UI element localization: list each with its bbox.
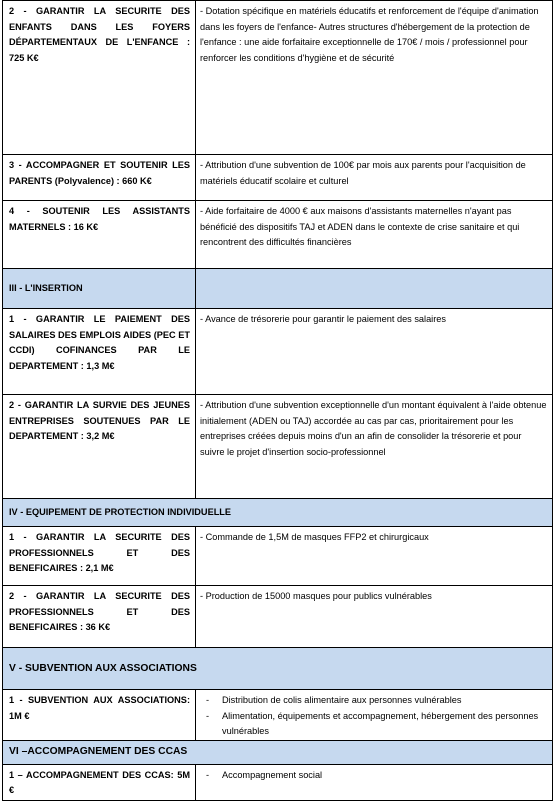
row-description: - Attribution d'une subvention de 100€ par mois aux parents pour l'acquisition de matériels éducatif scolaire et culturel bbox=[196, 155, 553, 201]
row-description: - Avance de trésorerie pour garantir le paiement des salaires bbox=[196, 309, 553, 395]
row-description: - Aide forfaitaire de 4000 € aux maisons d'assistants maternelles n'ayant pas bénéficié des dispositifs TAJ et ADEN dans le contexte de crise sanitaire et qui rencontrent des difficultés financières bbox=[196, 201, 553, 269]
row-bullet-list bbox=[196, 764, 553, 800]
table-row bbox=[3, 690, 553, 741]
row-description: - Production de 15000 masques pour publics vulnérables bbox=[196, 586, 553, 648]
row-bullet-list bbox=[196, 690, 553, 741]
row-title: 4 - SOUTENIR LES ASSISTANTS MATERNELS : 16 K€ bbox=[3, 201, 196, 269]
section-header bbox=[3, 648, 553, 690]
section-title: III - L'INSERTION bbox=[3, 269, 196, 309]
table-row bbox=[3, 586, 553, 648]
measures-table bbox=[2, 0, 553, 801]
row-title: 2 - GARANTIR LA SECURITE DES PROFESSIONNELS ET DES BENEFICAIRES : 36 K€ bbox=[3, 586, 196, 648]
row-description: - Dotation spécifique en matériels éducatifs et renforcement de l'équipe d'animation dans les foyers de l'enfance- Autres structures d'hébergement de la protection de l'enfance : une aide forfaitaire exceptionnelle de 170€ / mois / professionnel pour renforcer les conditions d'hygiène et de sécurité bbox=[196, 1, 553, 155]
bullet-item: - Distribution de colis alimentaire aux personnes vulnérables bbox=[206, 695, 462, 705]
row-title: 1 - GARANTIR LE PAIEMENT DES SALAIRES DES EMPLOIS AIDES (PEC ET CCDI) COFINANCES PAR LE DEPARTEMENT : 1,3 M€ bbox=[3, 309, 196, 395]
row-title: 2 - GARANTIR LA SURVIE DES JEUNES ENTREPRISES SOUTENUES PAR LE DEPARTEMENT : 3,2 M€ bbox=[3, 395, 196, 499]
section-title: V - SUBVENTION AUX ASSOCIATIONS bbox=[3, 648, 553, 690]
row-title: 1 - SUBVENTION AUX ASSOCIATIONS: 1M € bbox=[3, 690, 196, 741]
bullet-item: - Accompagnement social bbox=[206, 769, 323, 780]
table-row bbox=[3, 395, 553, 499]
section-title: IV - EQUIPEMENT DE PROTECTION INDIVIDUELLE bbox=[3, 499, 553, 527]
row-title: 2 - GARANTIR LA SECURITE DES ENFANTS DANS LES FOYERS DÉPARTEMENTAUX DE L'ENFANCE : 725 K€ bbox=[3, 1, 196, 155]
row-description: - Commande de 1,5M de masques FFP2 et chirurgicaux bbox=[196, 527, 553, 586]
section-header bbox=[3, 740, 553, 764]
table-row bbox=[3, 201, 553, 269]
section-empty-cell bbox=[196, 269, 553, 309]
table-row bbox=[3, 764, 553, 800]
bullet-item: - Alimentation, équipements et accompagnement, hébergement des personnes vulnérables bbox=[206, 710, 539, 737]
row-title: 1 – ACCOMPAGNEMENT DES CCAS: 5M € bbox=[3, 764, 196, 800]
section-header bbox=[3, 499, 553, 527]
table-row bbox=[3, 1, 553, 155]
row-title: 3 - ACCOMPAGNER ET SOUTENIR LES PARENTS (Polyvalence) : 660 K€ bbox=[3, 155, 196, 201]
table-row bbox=[3, 309, 553, 395]
section-header bbox=[3, 269, 553, 309]
table-row bbox=[3, 527, 553, 586]
row-title: 1 - GARANTIR LA SECURITE DES PROFESSIONNELS ET DES BENEFICAIRES : 2,1 M€ bbox=[3, 527, 196, 586]
section-title: VI –ACCOMPAGNEMENT DES CCAS bbox=[3, 740, 553, 764]
row-description: - Attribution d'une subvention exceptionnelle d'un montant équivalent à l'aide obtenue initialement (ADEN ou TAJ) accordée au cas par cas, prioritairement pour les entreprises créées depuis moins d'un an afin de consolider la trésorerie et pour suivre le projet d'insertion socio-professionnel bbox=[196, 395, 553, 499]
table-row bbox=[3, 155, 553, 201]
